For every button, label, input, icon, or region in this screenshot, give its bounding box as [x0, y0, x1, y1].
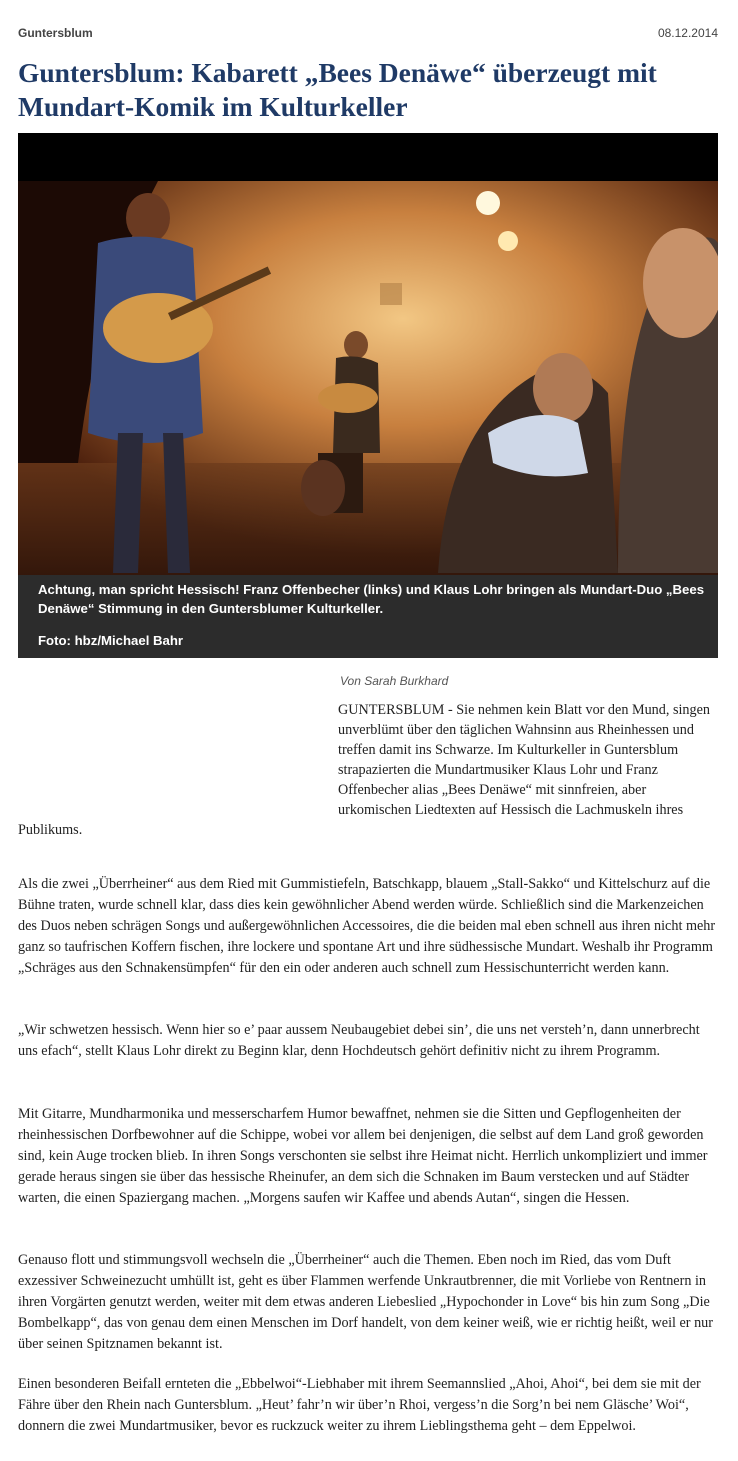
- intro-spacer: [18, 700, 338, 820]
- intro-text: GUNTERSBLUM - Sie nehmen kein Blatt vor den Mund, singen unverblümt über den täglichen Wahnsinn aus Rheinhessen und treffen damit ins Schwarze. Im Kulturkeller in Guntersblum strapazierten die Mundartmusiker Klaus Lohr und Franz Offenbecher alias „Bees Denäwe“ mit sinnfreien, aber urkomischen Liedtexten auf Hessisch die Lachmuskeln ihres Publikums.: [18, 702, 710, 838]
- article-header-bar: [18, 26, 718, 44]
- section-label[interactable]: Guntersblum: [18, 26, 93, 40]
- article-paragraph: Genauso flott und stimmungsvoll wechseln die „Überrheiner“ auch die Themen. Eben noch im Ried, das vom Duft exzessiver Schweinezucht umhüllt ist, geht es über Flammen werfende Unkrautbrenner, die mit Vorliebe von Rentnern in ihren Vorgärten genutzt werden, weiter mit dem etwas anderen Liebeslied „Hypochonder in Love“ bis hin zum Song „Die Bombelkapp“, das von genau dem einen Menschen im Dorf handelt, von dem keiner weiß, wie er richtig heißt, weil er nur über seinen Spitznamen bekannt ist.: [18, 1252, 713, 1352]
- article-paragraph: Als die zwei „Überrheiner“ aus dem Ried mit Gummistiefeln, Batschkapp, blauem „Stall-Sakko“ und Kittelschurz auf die Bühne traten, wurde schnell klar, dass dies kein gewöhnlicher Abend werden würde. Schließlich sind die Markenzeichen des Duos neben schrägen Songs und außergewöhnlichen Accessoires, die die beiden mal eben schnell aus ihren nicht mehr ganz so taufrischen Koffern fischen, ihre lockere und spontane Art und ihre südhessische Mundart. Weshalb ihr Programm „Schräges aus den Schnakensümpfen“ für den ein oder anderen auch schnell zum Hessischunterricht werden kann.: [18, 876, 716, 976]
- article-headline: Guntersblum: Kabarett „Bees Denäwe“ überzeugt mit Mundart-Komik im Kulturkeller: [18, 57, 657, 122]
- photo-caption: Achtung, man spricht Hessisch! Franz Offenbecher (links) und Klaus Lohr bringen als Mundart-Duo „Bees Denäwe“ Stimmung in den Guntersblumer Kulturkeller.: [38, 582, 705, 616]
- article-photo[interactable]: [18, 133, 718, 658]
- article-paragraph: Einen besonderen Beifall ernteten die „Ebbelwoi“-Liebhaber mit ihrem Seemannslied „Ahoi, Ahoi“, bei dem sie mit der Fähre über den Rhein nach Guntersblum. „Heut’ fahr’n wir über’n Rhoi, vergess’n die Sorg’n bei nem Gläsche’ Woi“, donnern die zwei Mundartmusiker, bevor es ruckzuck weiter zu ihrem Lieblingsthema geht – dem Eppelwoi.: [18, 1376, 701, 1434]
- article-intro: [18, 700, 718, 840]
- article-paragraph: Mit Gitarre, Mundharmonika und messerscharfem Humor bewaffnet, nehmen sie die Sitten und Gepflogenheiten der rheinhessischen Dorfbewohner auf die Schippe, wobei vor allem bei denjenigen, die selbst auf dem Land groß geworden sind, kein Auge trocken blieb. In ihren Songs verschonten sie selbst ihre Heimat nicht. Herrlich unkompliziert und immer gerade heraus singen sie über das hessische Rheinufer, an dem sich die Schnaken im Baum verstecken und auf Städter warten, die einen Spaziergang machen. „Morgens saufen wir Kaffee und abends Autan“, singen die Hessen.: [18, 1106, 708, 1206]
- photo-caption-box: [18, 575, 718, 658]
- article-paragraph: „Wir schwetzen hessisch. Wenn hier so e’ paar aussem Neubaugebiet debei sin’, die uns net versteh’n, dann unnerbrecht uns efach“, stellt Klaus Lohr direkt zu Beginn klar, denn Hochdeutsch gehört definitiv nicht zu ihrem Programm.: [18, 1022, 700, 1059]
- photo-credit: Foto: hbz/Michael Bahr: [38, 633, 184, 648]
- author-byline: Von Sarah Burkhard: [340, 674, 449, 688]
- publish-date: 08.12.2014: [657, 26, 718, 40]
